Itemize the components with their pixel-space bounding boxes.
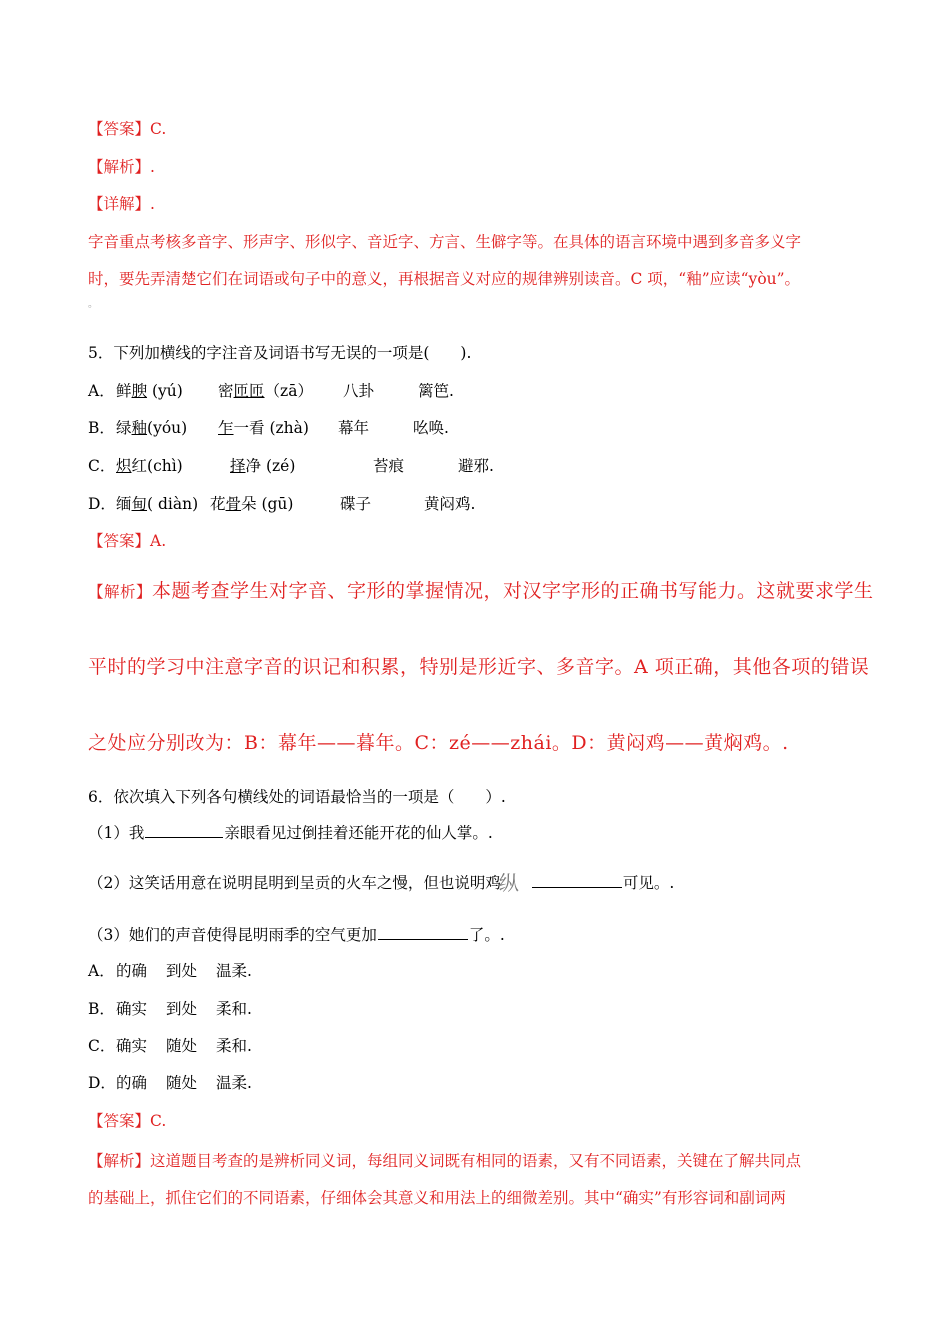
fill-blank[interactable]: [145, 823, 223, 838]
option-letter: B．: [88, 1000, 115, 1018]
q6-analysis-line2: 的基础上，抓住它们的不同语素，仔细体会其意义和用法上的细微差别。其中“确实”有形容词和副词两: [88, 1189, 786, 1207]
detail-value: .: [150, 195, 155, 213]
option-word1: 的确: [116, 962, 148, 980]
option-word2: [218, 380, 313, 402]
pinyin: 红(chì): [131, 457, 183, 475]
q5-option-a[interactable]: [88, 380, 588, 402]
option-letter: A．: [88, 962, 115, 980]
pinyin: (yú): [147, 382, 183, 400]
analysis-tag: 【解析】: [88, 583, 153, 601]
option-word3: 柔和.: [216, 1037, 252, 1055]
q6-sentence-1: [88, 822, 493, 844]
option-word2: 随处: [166, 1074, 198, 1092]
q4-analysis: [88, 156, 155, 178]
pinyin: 一看 (zhà): [233, 419, 309, 437]
fill-blank[interactable]: [532, 873, 622, 888]
option-word2: [218, 417, 309, 439]
underlined-char: 釉: [131, 419, 148, 437]
answer-tag: 【答案】: [88, 532, 151, 550]
option-letter: C．: [88, 457, 116, 475]
pinyin: 净 (zé): [245, 457, 296, 475]
sentence-text: 亲眼看见过倒挂着还能开花的仙人掌。.: [224, 824, 493, 842]
detail-tag: 【详解】: [88, 195, 151, 213]
word-part: 绿: [116, 419, 132, 437]
answer-value: C.: [150, 120, 167, 138]
q5-option-d[interactable]: [88, 493, 588, 515]
q6-analysis-line1: [88, 1150, 801, 1172]
underlined-char: 择: [230, 457, 246, 475]
option-word1: [116, 455, 183, 477]
option-word3: 八卦: [343, 382, 375, 400]
q5-answer: [88, 530, 166, 552]
fill-blank[interactable]: [378, 925, 468, 940]
analysis-tag: 【解析】: [88, 158, 151, 176]
option-word3: 碟子: [340, 495, 372, 513]
option-word3: 温柔.: [216, 962, 252, 980]
answer-tag: 【答案】: [88, 120, 151, 138]
option-word2: [230, 455, 295, 477]
option-word1: 确实: [116, 1037, 148, 1055]
option-word3: 温柔.: [216, 1074, 252, 1092]
q6-option-a[interactable]: [88, 960, 388, 982]
underlined-char: 炽: [116, 457, 132, 475]
word-part: 花: [210, 495, 226, 513]
option-word4: 篱笆.: [418, 382, 454, 400]
answer-value: A.: [150, 532, 167, 550]
q6-answer: [88, 1110, 166, 1132]
stray-mark: 。: [88, 299, 98, 310]
word-part: 鲜: [116, 382, 132, 400]
q4-detail: [88, 193, 155, 215]
q5-stem: 5．下列加横线的字注音及词语书写无误的一项是( ).: [88, 344, 472, 362]
pinyin: ( diàn): [147, 495, 199, 513]
option-word1: [116, 417, 187, 439]
option-word4: 吆唤.: [413, 419, 449, 437]
word-part: 密: [218, 382, 234, 400]
option-word1: 确实: [116, 1000, 148, 1018]
q6-option-c[interactable]: [88, 1035, 388, 1057]
q4-detail-line2: 时，要先弄清楚它们在词语或句子中的意义，再根据音义对应的规律辨别读音。C 项，“釉”应读“yòu”。: [88, 270, 801, 288]
option-word2: [210, 493, 293, 515]
option-letter: D．: [88, 495, 116, 513]
option-letter: A．: [88, 382, 115, 400]
glyph-char: 纵: [498, 871, 519, 895]
option-word2: 随处: [166, 1037, 198, 1055]
analysis-text: 本题考查学生对字音、字形的掌握情况，对汉字字形的正确书写能力。这就要求学生: [152, 580, 874, 602]
pinyin: 朵 (gū): [241, 495, 294, 513]
q6-stem: 6．依次填入下列各句横线处的词语最恰当的一项是（ ）.: [88, 788, 506, 806]
pinyin: （zā）: [264, 382, 313, 400]
q5-option-b[interactable]: [88, 417, 588, 439]
q5-analysis-line3: 之处应分别改为：B：幕年——暮年。C：zé——zhái。D：黄闷鸡——黄焖鸡。.: [88, 732, 789, 754]
q6-sentence-3: [88, 924, 505, 946]
option-word4: 避邪.: [458, 457, 494, 475]
analysis-tag: 【解析】: [88, 1152, 151, 1170]
underlined-char: 甸: [131, 495, 148, 513]
q4-answer: [88, 118, 166, 140]
option-letter: C．: [88, 1037, 116, 1055]
q5-analysis-line2: 平时的学习中注意字音的识记和积累，特别是形近字、多音字。A 项正确，其他各项的错误: [88, 656, 870, 678]
option-word4: 黄闷鸡.: [424, 495, 476, 513]
option-word1: [116, 493, 198, 515]
option-word1: [116, 380, 183, 402]
underlined-char: 腴: [131, 382, 148, 400]
underlined-char: 骨: [225, 495, 242, 513]
pinyin: (yóu): [147, 419, 188, 437]
sentence-text: （3）她们的声音使得昆明雨季的空气更加: [88, 926, 377, 944]
underlined-char: 乍: [218, 419, 234, 437]
analysis-value: .: [150, 158, 155, 176]
q6-sentence-2: [88, 872, 674, 894]
option-letter: B．: [88, 419, 115, 437]
answer-value: C.: [150, 1112, 167, 1130]
sentence-text: （1）我: [88, 824, 145, 842]
q5-option-c[interactable]: [88, 455, 588, 477]
option-word3: 苔痕: [373, 457, 405, 475]
option-word1: 的确: [116, 1074, 148, 1092]
sentence-text: 了。.: [468, 926, 505, 944]
q6-option-d[interactable]: [88, 1072, 388, 1094]
sentence-text: （2）这笑话用意在说明昆明到呈贡的火车之慢，但也说明鸡: [88, 874, 501, 892]
option-word2: 到处: [166, 962, 198, 980]
answer-tag: 【答案】: [88, 1112, 151, 1130]
option-word3: 幕年: [338, 419, 370, 437]
option-letter: D．: [88, 1074, 116, 1092]
analysis-text: 这道题目考查的是辨析同义词，每组同义词既有相同的语素，又有不同语素，关键在了解共同点: [150, 1152, 802, 1170]
q6-option-b[interactable]: [88, 998, 388, 1020]
option-word3: 柔和.: [216, 1000, 252, 1018]
q5-analysis-line1: [88, 580, 874, 603]
sentence-text: 可见。.: [622, 874, 675, 892]
option-word2: 到处: [166, 1000, 198, 1018]
q4-detail-line1: 字音重点考核多音字、形声字、形似字、音近字、方言、生僻字等。在具体的语言环境中遇到多音多义字: [88, 233, 802, 251]
underlined-char: 匝匝: [233, 382, 265, 400]
word-part: 缅: [116, 495, 132, 513]
